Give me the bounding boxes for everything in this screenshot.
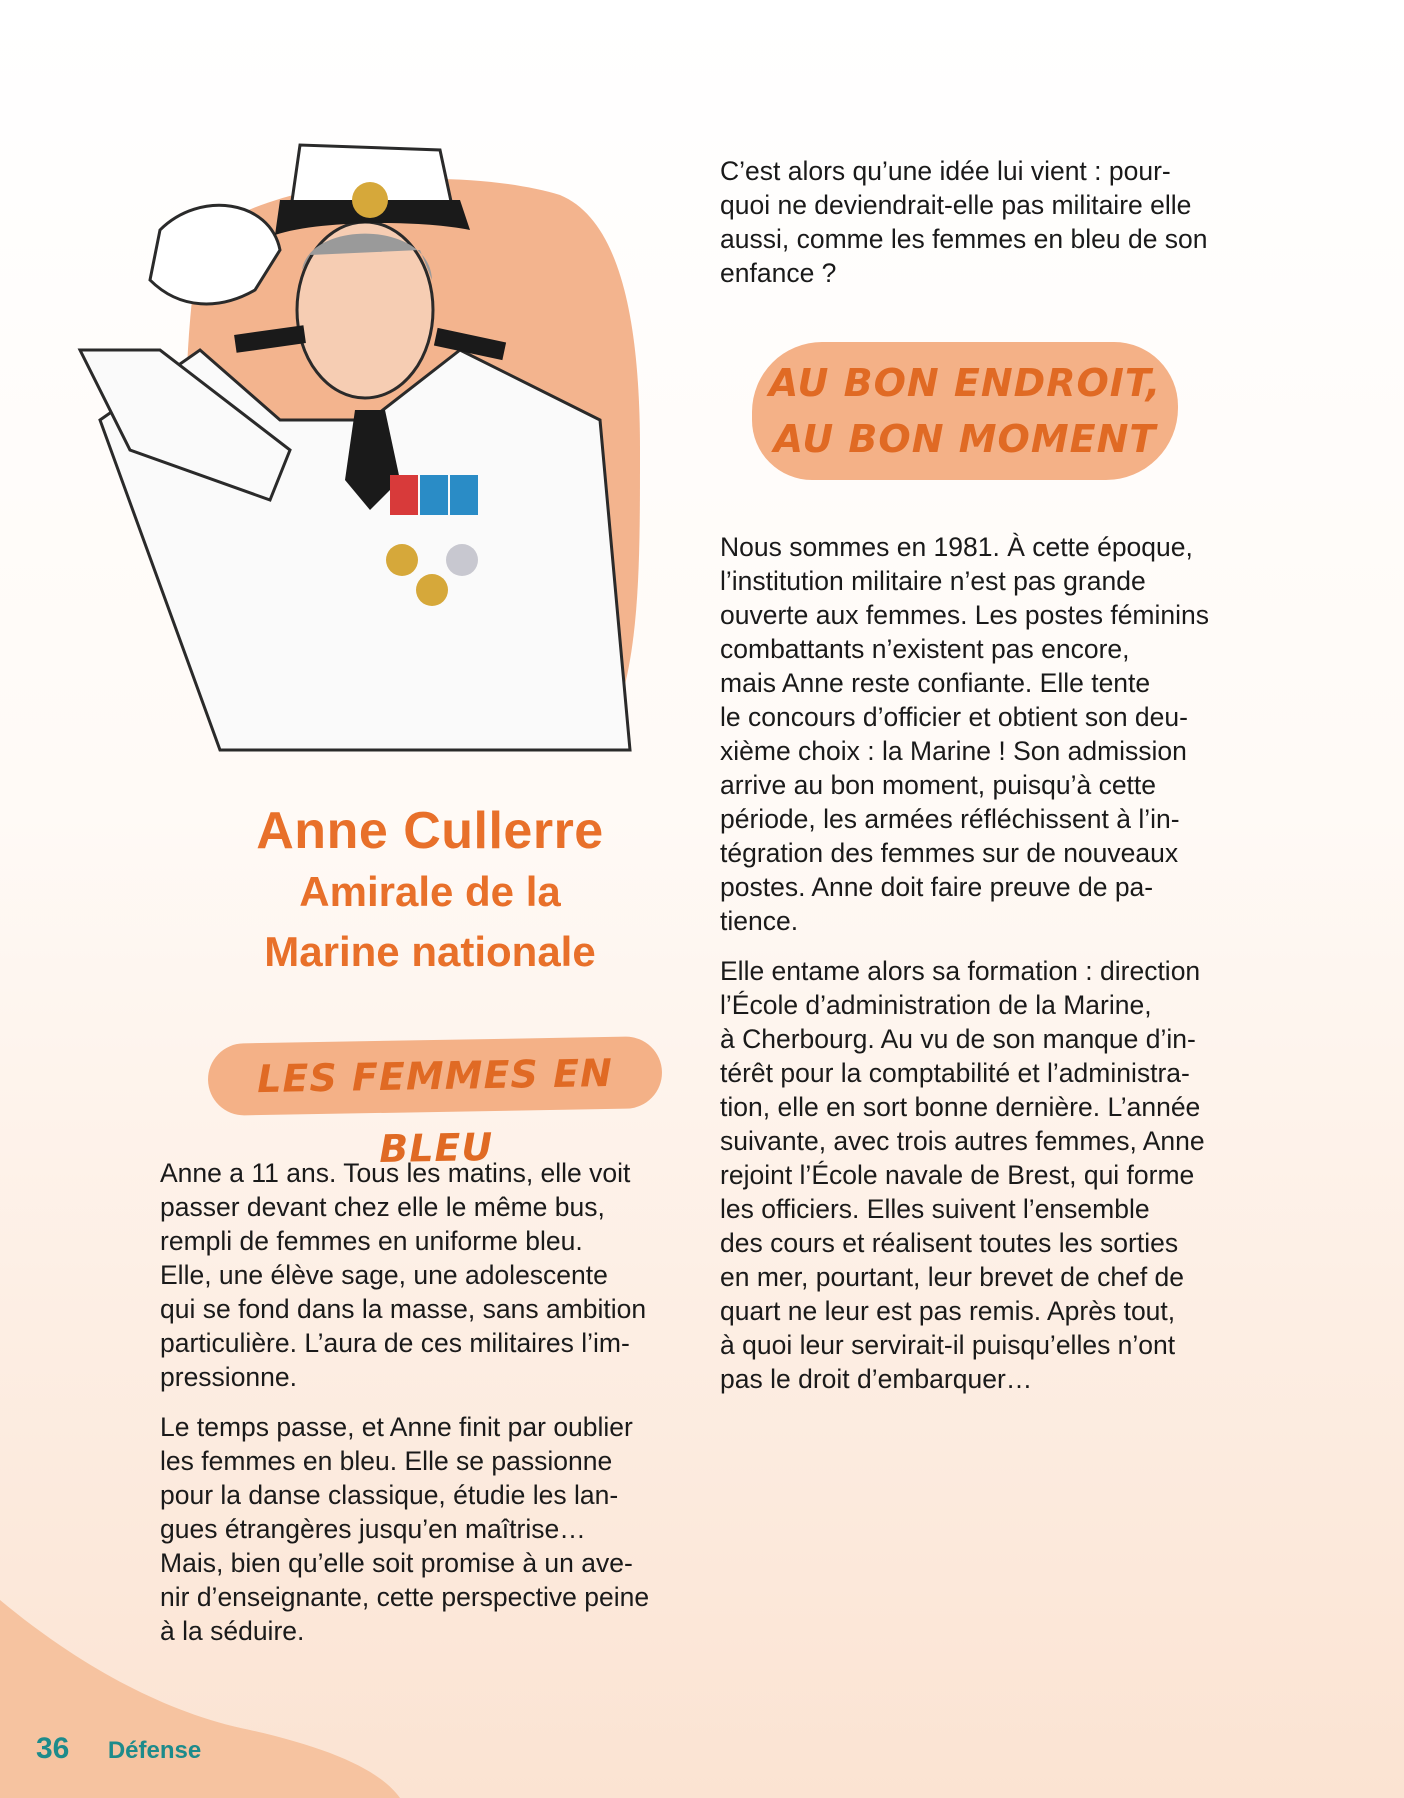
text-line: Elle entame alors sa formation : direction xyxy=(720,956,1201,986)
text-line: à la séduire. xyxy=(160,1616,305,1646)
left-column-text xyxy=(160,1156,680,1664)
text-line: Elle, une élève sage, une adolescente xyxy=(160,1260,608,1290)
text-line: arrive au bon moment, puisqu’à cette xyxy=(720,770,1157,800)
text-line: tience. xyxy=(720,906,799,936)
text-line: aussi, comme les femmes en bleu de son xyxy=(720,224,1208,254)
text-line: les femmes en bleu. Elle se passionne xyxy=(160,1446,613,1476)
medal-ribbon-3 xyxy=(450,475,478,515)
text-line: gues étrangères jusqu’en maîtrise… xyxy=(160,1514,586,1544)
text-line: en mer, pourtant, leur brevet de chef de xyxy=(720,1262,1185,1292)
text-line: quoi ne deviendrait-elle pas militaire elle xyxy=(720,190,1192,220)
page-number: 36 xyxy=(36,1732,70,1765)
text-line: Anne a 11 ans. Tous les matins, elle voit xyxy=(160,1158,631,1188)
text-line: à Cherbourg. Au vu de son manque d’in- xyxy=(720,1024,1196,1054)
section-heading-text: LES FEMMES EN BLEU xyxy=(256,1050,614,1171)
text-line: pas le droit d’embarquer… xyxy=(720,1364,1033,1394)
text-line: quart ne leur est pas remis. Après tout, xyxy=(720,1296,1176,1326)
text-line: l’École d’administration de la Marine, xyxy=(720,990,1152,1020)
text-line: térêt pour la comptabilité et l’administra- xyxy=(720,1058,1190,1088)
text-line: mais Anne reste confiante. Elle tente xyxy=(720,668,1151,698)
text-line: xième choix : la Marine ! Son admission xyxy=(720,736,1187,766)
text-line: ouverte aux femmes. Les postes féminins xyxy=(720,600,1210,630)
text-line: à quoi leur servirait-il puisqu’elles n’ont xyxy=(720,1330,1176,1360)
paragraph xyxy=(720,954,1250,1396)
section-name: Défense xyxy=(107,1737,202,1764)
section-heading-line1: AU BON ENDROIT, xyxy=(768,361,1162,405)
text-line: suivante, avec trois autres femmes, Anne xyxy=(720,1126,1205,1156)
person-role-line1: Amirale de la xyxy=(299,868,561,915)
text-line: période, les armées réfléchissent à l’in- xyxy=(720,804,1180,834)
text-line: des cours et réalisent toutes les sorties xyxy=(720,1228,1179,1258)
text-line: C’est alors qu’une idée lui vient : pour- xyxy=(720,156,1171,186)
admiral-portrait-illustration xyxy=(40,120,700,760)
cap-badge xyxy=(352,182,388,218)
text-line: enfance ? xyxy=(720,258,837,288)
text-line: particulière. L’aura de ces militaires l’im- xyxy=(160,1328,630,1358)
medal-ribbon-2 xyxy=(420,475,448,515)
text-line: tégration des femmes sur de nouveaux xyxy=(720,838,1179,868)
text-line: Nous sommes en 1981. À cette époque, xyxy=(720,532,1193,562)
paragraph xyxy=(720,154,1250,290)
medal-2 xyxy=(416,574,448,606)
text-line: combattants n’existent pas encore, xyxy=(720,634,1130,664)
text-line: tion, elle en sort bonne dernière. L’année xyxy=(720,1092,1201,1122)
section-heading-femmes-en-bleu xyxy=(207,1036,662,1171)
text-line: les officiers. Elles suivent l’ensemble xyxy=(720,1194,1150,1224)
text-line: Le temps passe, et Anne finit par oublier xyxy=(160,1412,633,1442)
text-line: postes. Anne doit faire preuve de pa- xyxy=(720,872,1154,902)
text-line: le concours d’officier et obtient son deu- xyxy=(720,702,1188,732)
title-block xyxy=(150,800,710,982)
paragraph xyxy=(160,1410,680,1648)
text-line: rejoint l’École navale de Brest, qui forme xyxy=(720,1160,1195,1190)
text-line: pour la danse classique, étudie les lan- xyxy=(160,1480,619,1510)
medal-1 xyxy=(386,544,418,576)
text-line: Mais, bien qu’elle soit promise à un ave- xyxy=(160,1548,633,1578)
section-heading-bon-endroit xyxy=(752,342,1178,480)
right-column-text xyxy=(720,530,1250,1412)
intro-paragraph xyxy=(720,154,1250,306)
medal-3 xyxy=(446,544,478,576)
page-footer xyxy=(36,1732,201,1766)
person-name: Anne Cullerre xyxy=(256,802,604,860)
paragraph xyxy=(720,530,1250,938)
medal-ribbon-1 xyxy=(390,475,418,515)
paragraph xyxy=(160,1156,680,1394)
text-line: qui se fond dans la masse, sans ambition xyxy=(160,1294,647,1324)
text-line: l’institution militaire n’est pas grande xyxy=(720,566,1146,596)
text-line: pressionne. xyxy=(160,1362,298,1392)
text-line: nir d’enseignante, cette perspective peine xyxy=(160,1582,650,1612)
text-line: passer devant chez elle le même bus, xyxy=(160,1192,605,1222)
person-role-line2: Marine nationale xyxy=(264,928,596,975)
text-line: rempli de femmes en uniforme bleu. xyxy=(160,1226,583,1256)
section-heading-line2: AU BON MOMENT xyxy=(773,417,1157,461)
